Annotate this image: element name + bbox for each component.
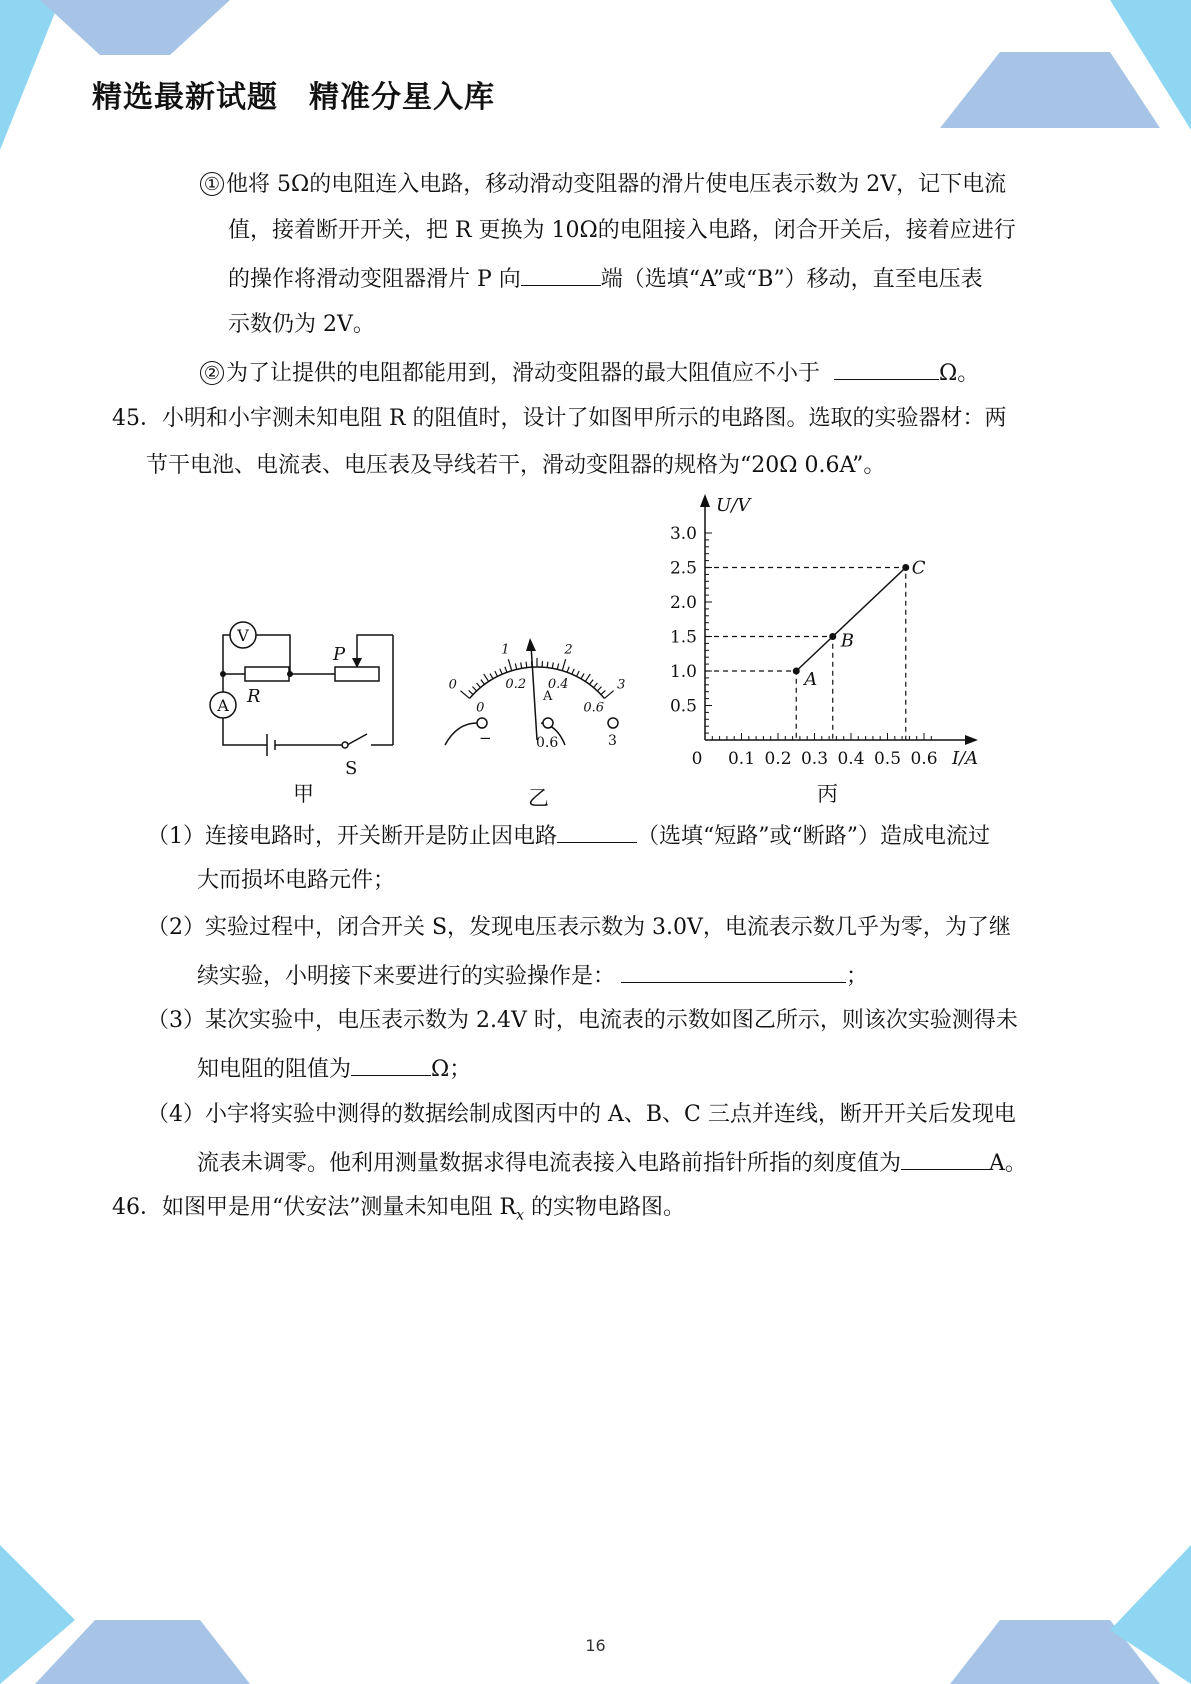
q44-line-1: ① 他将 5Ω的电阻连入电路，移动滑动变阻器的滑片使电压表示数为 2V，记下电流 [200, 170, 1006, 200]
y-tick-label: 1.0 [669, 662, 697, 682]
dial-tick [481, 680, 485, 685]
series-line [796, 568, 906, 672]
answer-blank[interactable] [351, 1053, 431, 1076]
terminal-3: 3 [608, 733, 617, 749]
dial-top-scale-label: 2 [564, 642, 573, 658]
point-label: B [840, 630, 854, 652]
x-tick-label: 0.6 [910, 749, 938, 769]
dial-tick [572, 669, 574, 675]
top-right-triangle [1110, 0, 1191, 130]
dial-tick [469, 690, 473, 694]
guide-line [705, 671, 796, 740]
dial-top-scale-label: 1 [501, 642, 510, 658]
dial-tick [521, 662, 522, 668]
q45-part-3-line-2: 知电阻的阻值为 Ω； [197, 1053, 471, 1085]
figure-caption-yi: 乙 [528, 786, 549, 810]
dial-tick [484, 674, 489, 682]
dial-arc [470, 667, 605, 698]
data-point [829, 633, 836, 640]
needle-tip [526, 638, 536, 651]
dial-top-scale-label: 3 [617, 677, 626, 693]
q45-line-2: 节干电池、电流表、电压表及导线若干，滑动变阻器的规格为“20Ω 0.6A”。 [146, 453, 886, 478]
dial-tick [508, 659, 511, 670]
dial-tick [552, 662, 553, 668]
guide-line [705, 568, 906, 741]
dial-tick [581, 674, 584, 679]
q46-line-1: 46．如图甲是用“伏安法”测量未知电阻 $R_x$ 的实物电路图。 [112, 1195, 685, 1224]
dial-top-scale-label: 0 [448, 677, 457, 693]
figure-caption-jia: 甲 [293, 782, 314, 806]
q45-part-1-line-2: 大而损坏电路元件； [197, 868, 396, 893]
page-header-title: 精选最新试题 精准分星入库 [92, 80, 495, 115]
dial-tick [576, 671, 579, 676]
dial-tick [585, 674, 590, 682]
bottom-right-triangle [1110, 1545, 1191, 1684]
q45-part-4-line-2: 流表未调零。他利用测量数据求得电流表接入电路前指针所指的刻度值为 A。 [197, 1147, 1027, 1179]
rheostat-symbol [335, 667, 379, 681]
dial-tick [547, 662, 548, 668]
dial-unit: A [543, 689, 553, 704]
q45-part-3-line-1: （3）某次实验中，电压表示数为 2.4V 时，电流表的示数如图乙所示，则该次实验测得未 [147, 1008, 1018, 1033]
q44-line-3: 的操作将滑动变阻器滑片 P 向 端（选填“A”或“B”）移动，直至电压表 [228, 263, 983, 295]
q44-line-5: ② 为了让提供的电阻都能用到，滑动变阻器的最大阻值应不小于 Ω。 [200, 357, 979, 389]
x-tick-label: 0.3 [800, 749, 829, 769]
dial-tick [567, 667, 569, 673]
dial-tick [515, 664, 516, 670]
q45-part-1-line-1: （1）连接电路时，开关断开是防止因电路 （选填“短路”或“断路”）造成电流过 [147, 820, 990, 852]
dial-tick [597, 687, 601, 691]
q45-part-4-line-1: （4）小宇将实验中测得的数据绘制成图丙中的 A、B、C 三点并连线，断开开关后发现电 [147, 1102, 1016, 1127]
dial-tick [594, 683, 598, 688]
dial-tick [477, 683, 481, 688]
answer-blank[interactable] [621, 960, 846, 983]
dial-tick [557, 664, 558, 670]
y-tick-label: 2.5 [669, 558, 697, 579]
question-number: 46． [112, 1195, 162, 1220]
dial-tick [604, 691, 613, 699]
circled-number-2: ② [200, 361, 224, 385]
point-label: A [804, 669, 818, 690]
point-label: C [911, 557, 926, 579]
slider-label: P [333, 644, 346, 665]
top-right-trapezoid [940, 52, 1160, 128]
answer-blank[interactable] [521, 263, 601, 286]
resistor-label: R [247, 686, 261, 707]
dial-tick [562, 659, 565, 670]
answer-blank[interactable] [557, 820, 637, 843]
y-tick-label: 3.0 [669, 524, 697, 544]
x-tick-label: 0.4 [837, 749, 865, 769]
figure-caption-bing: 丙 [817, 782, 838, 806]
y-tick-label: 1.5 [669, 627, 697, 648]
y-tick-label: 2.0 [669, 593, 697, 613]
q44-line-4: 示数仍为 2V。 [228, 312, 375, 337]
dial-tick [505, 667, 507, 673]
terminal-0-6: 0.6 [536, 735, 559, 751]
terminal-negative: − [479, 729, 492, 747]
circled-number-1: ① [200, 172, 224, 196]
ammeter-dial-yi [435, 605, 645, 755]
y-axis-label: U/V [716, 495, 751, 516]
dial-tick [526, 662, 527, 668]
ammeter-label: A [217, 696, 229, 715]
dial-bottom-scale-label: 0.6 [583, 700, 605, 716]
dial-bottom-scale-label: 0 [476, 700, 485, 716]
answer-blank[interactable] [901, 1147, 989, 1170]
x-tick-label: 0 [691, 749, 703, 769]
resistor-symbol [245, 667, 289, 681]
dial-bottom-scale-label: 0.2 [505, 677, 527, 693]
u-i-graph-bing [660, 492, 990, 770]
q45-line-1: 45．小明和小宇测未知电阻 R 的阻值时，设计了如图甲所示的电路图。选取的实验器材：两 [112, 406, 1007, 431]
bottom-left-triangle [0, 1545, 75, 1684]
q45-part-2-line-1: （2）实验过程中，闭合开关 S，发现电压表示数为 3.0V，电流表示数几乎为零，为了继 [147, 915, 1011, 940]
data-point [793, 668, 800, 675]
top-left-triangle [0, 0, 60, 150]
question-number: 45． [112, 406, 162, 431]
dial-tick [590, 680, 594, 685]
q45-part-2-line-2: 续实验，小明接下来要进行的实验操作是： ； [197, 960, 868, 992]
data-point [902, 564, 909, 571]
dial-tick [500, 669, 502, 675]
top-left-trapezoid [40, 0, 230, 55]
y-axis-arrow [700, 494, 710, 507]
answer-blank[interactable] [834, 357, 939, 380]
x-tick-label: 0.5 [873, 749, 902, 769]
dial-tick [601, 690, 605, 694]
dial-needle [531, 645, 537, 740]
circuit-diagram-jia [195, 610, 410, 775]
dial-bottom-scale-label: 0.4 [547, 677, 569, 693]
dial-tick [490, 674, 493, 679]
x-tick-label: 0.2 [764, 749, 792, 769]
dial-tick [460, 691, 469, 699]
x-axis-arrow [965, 735, 978, 745]
dial-tick [495, 671, 498, 676]
x-axis-label: I/A [952, 748, 979, 769]
q44-line-2: 值，接着断开开关，把 R 更换为 10Ω的电阻接入电路，闭合开关后，接着应进行 [228, 218, 1016, 243]
x-tick-label: 0.1 [727, 749, 756, 769]
page-number: 16 [585, 1636, 606, 1655]
y-tick-label: 0.5 [669, 696, 697, 717]
voltmeter-label: V [237, 626, 249, 645]
switch-label: S [345, 758, 358, 775]
dial-tick [472, 687, 476, 691]
